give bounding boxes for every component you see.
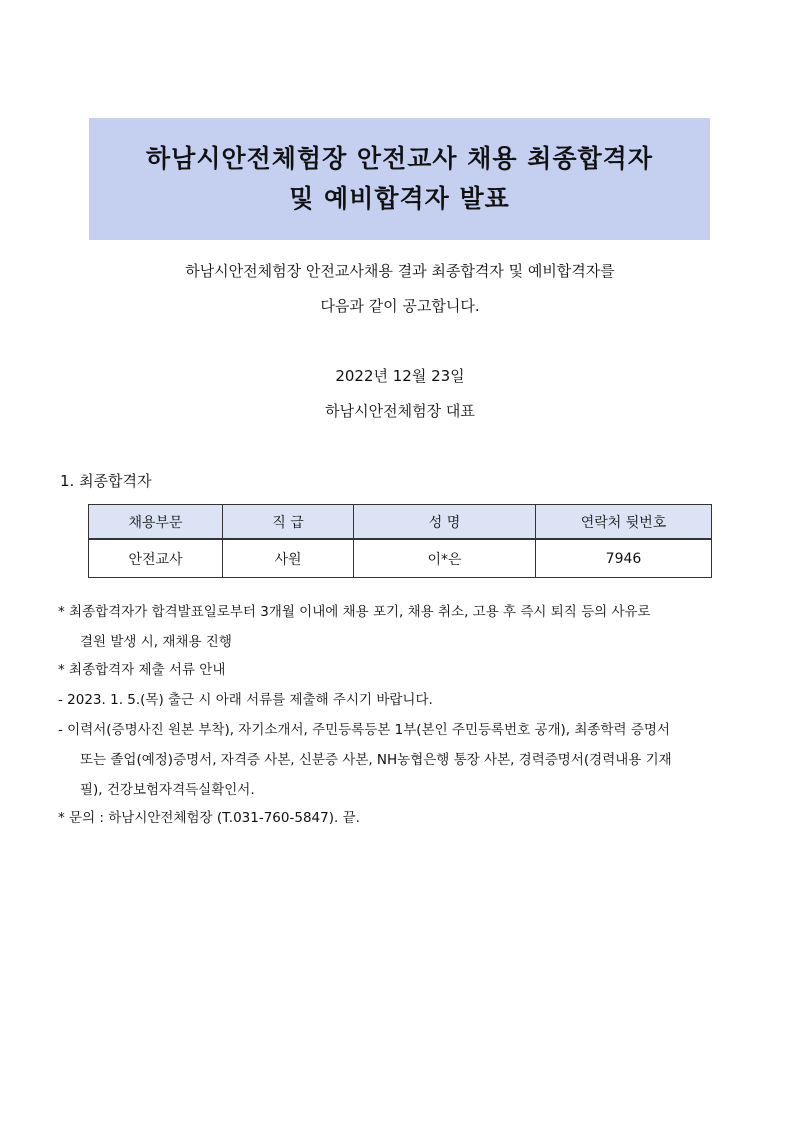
- note-documents-list-cont-1: 또는 졸업(예정)증명서, 자격증 사본, 신분증 사본, NH농협은행 통장 사본, 경력증명서(경력내용 기재: [80, 752, 672, 768]
- final-passers-table: [88, 504, 712, 578]
- announcement-date: 2022년 12월 23일: [335, 367, 465, 385]
- table-header-row: [89, 505, 712, 540]
- cell-contact: 7946: [536, 539, 712, 578]
- note-document-guide: * 최종합격자 제출 서류 안내: [58, 662, 226, 678]
- intro-line-1: 하남시안전체험장 안전교사채용 결과 최종합격자 및 예비합격자를: [185, 262, 615, 280]
- column-header-name: 성 명: [354, 505, 536, 540]
- section-heading-final-passers: 1. 최종합격자: [60, 472, 152, 490]
- note-replacement-hiring: * 최종합격자가 합격발표일로부터 3개월 이내에 채용 포기, 채용 취소, 고용 후 즉시 퇴직 등의 사유로: [58, 604, 651, 620]
- note-start-date: - 2023. 1. 5.(목) 출근 시 아래 서류를 제출해 주시기 바랍니다.: [58, 692, 433, 708]
- table-row: [89, 539, 712, 578]
- title-line-2: 및 예비합격자 발표: [289, 184, 510, 213]
- cell-department: 안전교사: [89, 539, 223, 578]
- note-contact-inquiry: * 문의 : 하남시안전체험장 (T.031-760-5847). 끝.: [58, 810, 360, 826]
- intro-line-2: 다음과 같이 공고합니다.: [320, 297, 480, 315]
- issuer: 하남시안전체험장 대표: [325, 402, 475, 420]
- column-header-rank: 직 급: [223, 505, 354, 540]
- note-replacement-hiring-cont: 결원 발생 시, 재채용 진행: [80, 634, 232, 650]
- column-header-contact: 연락처 뒷번호: [536, 505, 712, 540]
- cell-name: 이*은: [354, 539, 536, 578]
- title-line-1: 하남시안전체험장 안전교사 채용 최종합격자: [146, 144, 653, 173]
- column-header-department: 채용부문: [89, 505, 223, 540]
- title-box: [89, 118, 710, 240]
- cell-rank: 사원: [223, 539, 354, 578]
- note-documents-list: - 이력서(증명사진 원본 부착), 자기소개서, 주민등록등본 1부(본인 주민등록번호 공개), 최종학력 증명서: [58, 722, 670, 738]
- note-documents-list-cont-2: 필), 건강보험자격득실확인서.: [80, 782, 255, 798]
